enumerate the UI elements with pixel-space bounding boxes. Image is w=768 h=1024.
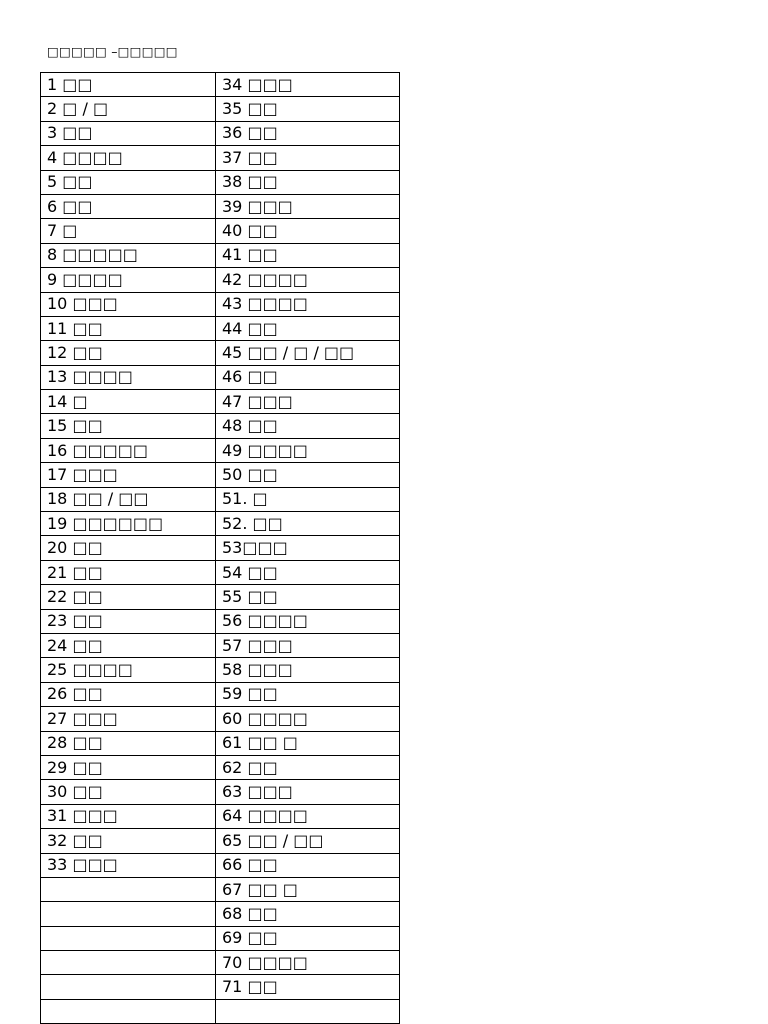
table-row xyxy=(41,146,400,170)
table-row xyxy=(41,804,400,828)
table-cell-left: 19 □□□□□□ xyxy=(41,512,216,536)
table-cell-left: 13 □□□□ xyxy=(41,365,216,389)
table-row xyxy=(41,73,400,97)
table-row xyxy=(41,731,400,755)
table-cell-right: 57 □□□ xyxy=(216,633,400,657)
table-cell-left: 32 □□ xyxy=(41,829,216,853)
table-cell-left: 20 □□ xyxy=(41,536,216,560)
table-cell-left: 33 □□□ xyxy=(41,853,216,877)
table-cell-left: 27 □□□ xyxy=(41,707,216,731)
table-cell-right xyxy=(216,999,400,1023)
table-cell-right: 66 □□ xyxy=(216,853,400,877)
table-cell-right: 64 □□□□ xyxy=(216,804,400,828)
table-cell-right: 59 □□ xyxy=(216,682,400,706)
table-row xyxy=(41,414,400,438)
table-cell-right: 70 □□□□ xyxy=(216,951,400,975)
table-cell-right: 56 □□□□ xyxy=(216,609,400,633)
table-cell-left: 30 □□ xyxy=(41,780,216,804)
table-row xyxy=(41,292,400,316)
table-cell-right: 53□□□ xyxy=(216,536,400,560)
table-cell-left: 28 □□ xyxy=(41,731,216,755)
table-row xyxy=(41,463,400,487)
table-cell-left: 18 □□ / □□ xyxy=(41,487,216,511)
vocabulary-table-body xyxy=(41,73,400,1024)
table-row xyxy=(41,438,400,462)
table-cell-right: 63 □□□ xyxy=(216,780,400,804)
table-row xyxy=(41,560,400,584)
table-cell-right: 51. □ xyxy=(216,487,400,511)
table-cell-right: 50 □□ xyxy=(216,463,400,487)
table-cell-left: 21 □□ xyxy=(41,560,216,584)
table-cell-right: 47 □□□ xyxy=(216,390,400,414)
table-cell-right: 35 □□ xyxy=(216,97,400,121)
table-cell-left: 17 □□□ xyxy=(41,463,216,487)
table-row xyxy=(41,707,400,731)
table-cell-right: 48 □□ xyxy=(216,414,400,438)
table-cell-left: 3 □□ xyxy=(41,121,216,145)
table-cell-left: 15 □□ xyxy=(41,414,216,438)
table-cell-left xyxy=(41,975,216,999)
table-cell-right: 36 □□ xyxy=(216,121,400,145)
table-cell-right: 42 □□□□ xyxy=(216,268,400,292)
table-cell-left: 26 □□ xyxy=(41,682,216,706)
table-row xyxy=(41,975,400,999)
table-row xyxy=(41,829,400,853)
table-cell-left: 24 □□ xyxy=(41,633,216,657)
table-cell-left: 29 □□ xyxy=(41,755,216,779)
table-cell-right: 61 □□ □ xyxy=(216,731,400,755)
table-row xyxy=(41,194,400,218)
table-row xyxy=(41,512,400,536)
table-cell-right: 60 □□□□ xyxy=(216,707,400,731)
table-cell-right: 58 □□□ xyxy=(216,658,400,682)
table-cell-right: 49 □□□□ xyxy=(216,438,400,462)
table-row xyxy=(41,658,400,682)
table-cell-left xyxy=(41,951,216,975)
table-cell-left: 5 □□ xyxy=(41,170,216,194)
table-row xyxy=(41,170,400,194)
table-cell-right: 71 □□ xyxy=(216,975,400,999)
table-cell-left: 1 □□ xyxy=(41,73,216,97)
table-row xyxy=(41,877,400,901)
table-cell-left: 4 □□□□ xyxy=(41,146,216,170)
table-cell-left: 11 □□ xyxy=(41,316,216,340)
table-cell-left: 8 □□□□□ xyxy=(41,243,216,267)
table-cell-right: 52. □□ xyxy=(216,512,400,536)
document-title: □□□□□ –□□□□□ xyxy=(47,44,178,59)
table-row xyxy=(41,780,400,804)
table-cell-right: 43 □□□□ xyxy=(216,292,400,316)
table-row xyxy=(41,243,400,267)
table-cell-left xyxy=(41,877,216,901)
table-row xyxy=(41,853,400,877)
table-cell-right: 39 □□□ xyxy=(216,194,400,218)
table-cell-right: 67 □□ □ xyxy=(216,877,400,901)
table-cell-left: 25 □□□□ xyxy=(41,658,216,682)
table-cell-right: 37 □□ xyxy=(216,146,400,170)
vocabulary-table xyxy=(40,72,400,1024)
table-cell-left xyxy=(41,999,216,1023)
table-cell-left: 9 □□□□ xyxy=(41,268,216,292)
table-cell-left: 2 □ / □ xyxy=(41,97,216,121)
table-cell-right: 55 □□ xyxy=(216,585,400,609)
table-cell-right: 62 □□ xyxy=(216,755,400,779)
table-row xyxy=(41,585,400,609)
table-row xyxy=(41,219,400,243)
table-row xyxy=(41,487,400,511)
table-row xyxy=(41,316,400,340)
table-cell-right: 41 □□ xyxy=(216,243,400,267)
table-cell-left: 14 □ xyxy=(41,390,216,414)
table-cell-right: 40 □□ xyxy=(216,219,400,243)
table-cell-left: 16 □□□□□ xyxy=(41,438,216,462)
table-cell-right: 44 □□ xyxy=(216,316,400,340)
table-row xyxy=(41,633,400,657)
table-row xyxy=(41,902,400,926)
table-row xyxy=(41,609,400,633)
table-cell-left: 31 □□□ xyxy=(41,804,216,828)
table-row xyxy=(41,390,400,414)
table-cell-right: 38 □□ xyxy=(216,170,400,194)
table-cell-right: 46 □□ xyxy=(216,365,400,389)
table-row xyxy=(41,999,400,1023)
table-cell-left: 23 □□ xyxy=(41,609,216,633)
table-cell-right: 54 □□ xyxy=(216,560,400,584)
table-row xyxy=(41,121,400,145)
table-row xyxy=(41,755,400,779)
table-row xyxy=(41,97,400,121)
table-row xyxy=(41,341,400,365)
table-row xyxy=(41,536,400,560)
table-cell-left xyxy=(41,926,216,950)
table-cell-left: 6 □□ xyxy=(41,194,216,218)
table-cell-left: 22 □□ xyxy=(41,585,216,609)
table-cell-right: 65 □□ / □□ xyxy=(216,829,400,853)
table-cell-right: 45 □□ / □ / □□ xyxy=(216,341,400,365)
table-row xyxy=(41,268,400,292)
table-cell-right: 69 □□ xyxy=(216,926,400,950)
table-row xyxy=(41,682,400,706)
table-row xyxy=(41,951,400,975)
table-row xyxy=(41,365,400,389)
table-cell-right: 34 □□□ xyxy=(216,73,400,97)
table-cell-left: 7 □ xyxy=(41,219,216,243)
table-cell-left: 12 □□ xyxy=(41,341,216,365)
table-cell-left xyxy=(41,902,216,926)
table-cell-right: 68 □□ xyxy=(216,902,400,926)
table-cell-left: 10 □□□ xyxy=(41,292,216,316)
table-row xyxy=(41,926,400,950)
